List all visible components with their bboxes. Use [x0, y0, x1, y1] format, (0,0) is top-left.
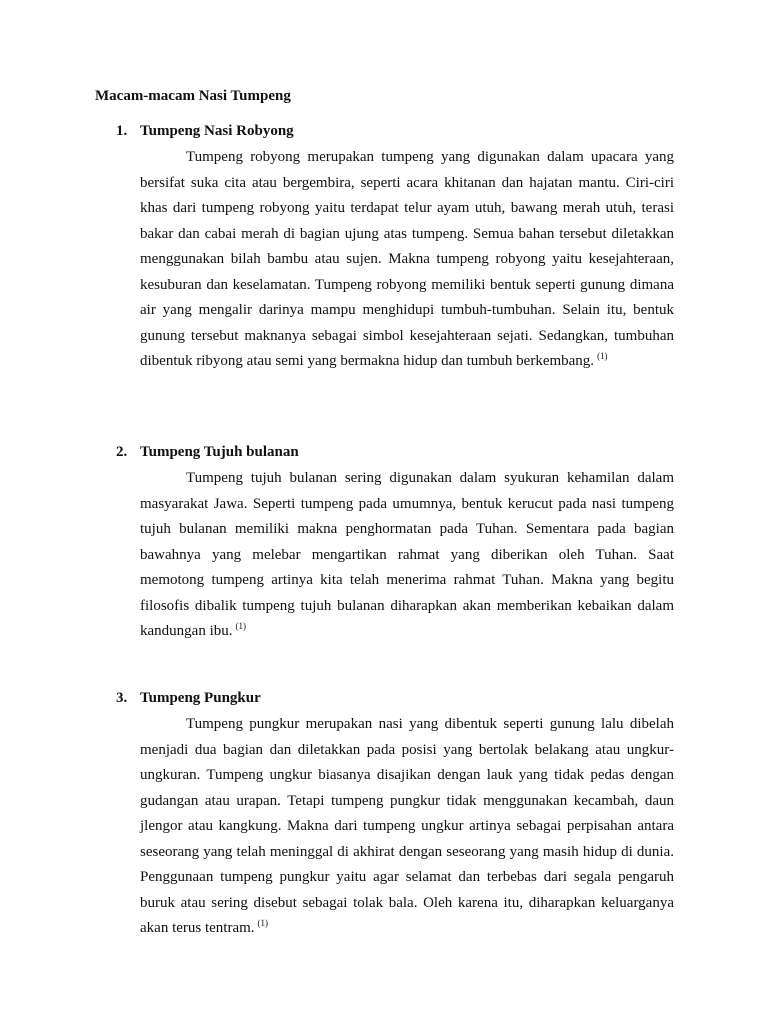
section-heading	[116, 688, 261, 708]
section-paragraph	[140, 466, 674, 645]
citation-marker: (1)	[257, 918, 269, 928]
section-heading	[116, 121, 294, 141]
section-paragraph	[140, 712, 674, 942]
section-title: Tumpeng Pungkur	[140, 690, 261, 706]
paragraph-text: Tumpeng pungkur merupakan nasi yang dibentuk seperti gunung lalu dibelah menjadi dua bagian dan diletakkan pada posisi yang bertolak belakang atau ungkur-ungkuran. Tumpeng ungkur biasanya disajikan dengan lauk yang tidak pedas dengan gudangan atau urapan. Tetapi tumpeng pungkur tidak menggunakan kecambah, daun jlengor atau kangkung. Makna dari tumpeng ungkur artinya sebagai perpisahan antara seseorang yang telah meninggal di akhirat dengan seseorang yang masih hidup di dunia. Penggunaan tumpeng pungkur yaitu agar selamat dan terbebas dari segala pengaruh buruk atau sering disebut sebagai tolak bala. Oleh karena itu, diharapkan keluarganya akan terus tentram.	[140, 716, 674, 936]
section-number: 3.	[116, 690, 128, 706]
paragraph-text: Tumpeng robyong merupakan tumpeng yang digunakan dalam upacara yang bersifat suka cita atau bergembira, seperti acara khitanan dan hajatan mantu. Ciri-ciri khas dari tumpeng robyong yaitu terdapat telur ayam utuh, bawang merah utuh, terasi bakar dan cabai merah di bagian ujung atas tumpeng. Semua bahan tersebut diletakkan menggunakan bilah bambu atau sujen. Makna tumpeng robyong yaitu kesejahteraan, kesuburan dan keselamatan. Tumpeng robyong memiliki bentuk seperti gunung dimana air yang mengalir darinya mampu menghidupi tumbuh-tumbuhan. Selain itu, bentuk gunung tersebut maknanya sebagai simbol kesejahteraan sejati. Sedangkan, tumbuhan dibentuk ribyong atau semi yang bermakna hidup dan tumbuh berkembang.	[140, 149, 674, 369]
citation-marker: (1)	[235, 621, 246, 631]
citation-marker: (1)	[597, 351, 608, 361]
section-heading	[116, 442, 299, 462]
section-title: Tumpeng Nasi Robyong	[140, 123, 294, 139]
section-number: 1.	[116, 123, 128, 139]
section-paragraph	[140, 145, 674, 375]
section-number: 2.	[116, 444, 128, 460]
document-title: Macam-macam Nasi Tumpeng	[95, 88, 291, 104]
paragraph-text: Tumpeng tujuh bulanan sering digunakan dalam syukuran kehamilan dalam masyarakat Jawa. Seperti tumpeng pada umumnya, bentuk kerucut pada nasi tumpeng tujuh bulanan memiliki makna penghormatan pada Tuhan. Sementara pada bagian bawahnya yang melebar mengartikan rahmat yang diberikan oleh Tuhan. Saat memotong tumpeng artinya kita telah menerima rahmat Tuhan. Makna yang begitu filosofis dibalik tumpeng tujuh bulanan diharapkan akan memberikan kebaikan dalam kandungan ibu.	[140, 470, 674, 639]
section-title: Tumpeng Tujuh bulanan	[140, 444, 299, 460]
